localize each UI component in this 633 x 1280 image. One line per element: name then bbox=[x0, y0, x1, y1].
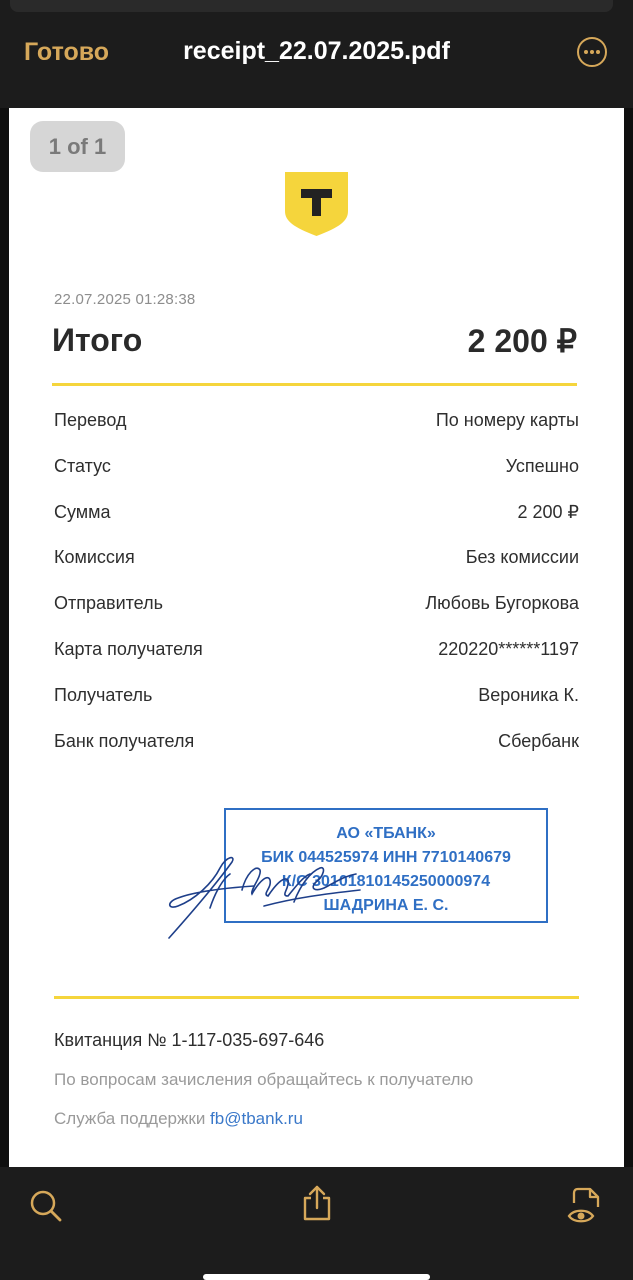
share-icon[interactable] bbox=[301, 1184, 333, 1222]
divider bbox=[52, 383, 577, 386]
row-label: Перевод bbox=[54, 410, 127, 430]
detail-row bbox=[54, 593, 579, 639]
document-title: receipt_22.07.2025.pdf bbox=[183, 37, 450, 65]
stamp-line: К/С 30101810145250000974 bbox=[281, 873, 491, 890]
row-value: Любовь Бугоркова bbox=[425, 593, 579, 614]
row-value: 220220******1197 bbox=[438, 638, 579, 659]
page-indicator: 1 of 1 bbox=[30, 121, 125, 172]
row-label: Статус bbox=[54, 455, 111, 476]
top-nav-bar bbox=[0, 0, 633, 108]
row-value: Вероника К. bbox=[478, 684, 579, 705]
detail-row bbox=[54, 410, 579, 456]
divider bbox=[54, 996, 579, 999]
status-bar-edge bbox=[10, 0, 613, 12]
detail-row bbox=[54, 639, 579, 685]
home-indicator bbox=[203, 1274, 430, 1280]
transaction-datetime: 22.07.2025 01:28:38 bbox=[54, 291, 196, 308]
detail-row bbox=[54, 547, 579, 593]
row-value: Успешно bbox=[505, 455, 579, 476]
done-button[interactable]: Готово bbox=[24, 38, 110, 66]
row-value: Сбербанк bbox=[498, 730, 579, 751]
support-email-link[interactable]: fb@tbank.ru bbox=[210, 1109, 303, 1128]
markup-icon[interactable] bbox=[566, 1185, 604, 1227]
row-label: Банк получателя bbox=[54, 730, 195, 751]
pdf-page[interactable] bbox=[9, 108, 624, 1167]
row-label: Сумма bbox=[54, 501, 111, 522]
details-list bbox=[54, 410, 579, 776]
row-label: Получатель bbox=[54, 684, 153, 705]
detail-row bbox=[54, 731, 579, 777]
detail-row bbox=[54, 456, 579, 502]
support-line bbox=[54, 1109, 303, 1129]
stamp-line: БИК 044525974 ИНН 7710140679 bbox=[261, 849, 511, 866]
stamp-line: АО «ТБАНК» bbox=[336, 825, 436, 842]
detail-row bbox=[54, 502, 579, 548]
total-amount: 2 200 ₽ bbox=[467, 323, 577, 359]
row-label: Комиссия bbox=[54, 547, 135, 568]
row-label: Карта получателя bbox=[54, 638, 203, 659]
bottom-toolbar bbox=[0, 1167, 633, 1280]
support-label: Служба поддержки bbox=[54, 1109, 211, 1128]
stamp-line: ШАДРИНА Е. С. bbox=[323, 897, 449, 914]
search-icon[interactable] bbox=[29, 1189, 63, 1223]
signature-icon bbox=[164, 850, 364, 940]
tbank-logo-icon bbox=[284, 171, 349, 237]
row-label: Отправитель bbox=[54, 593, 163, 614]
total-label: Итого bbox=[52, 322, 143, 358]
info-text: По вопросам зачисления обращайтесь к получателю bbox=[54, 1070, 474, 1089]
ellipsis-circle-icon[interactable] bbox=[577, 37, 607, 67]
row-value: По номеру карты bbox=[435, 410, 579, 430]
detail-row bbox=[54, 685, 579, 731]
receipt-number: Квитанция № 1-117-035-697-646 bbox=[54, 1030, 325, 1050]
row-value: Без комиссии bbox=[465, 547, 579, 568]
row-value: 2 200 ₽ bbox=[517, 501, 579, 522]
